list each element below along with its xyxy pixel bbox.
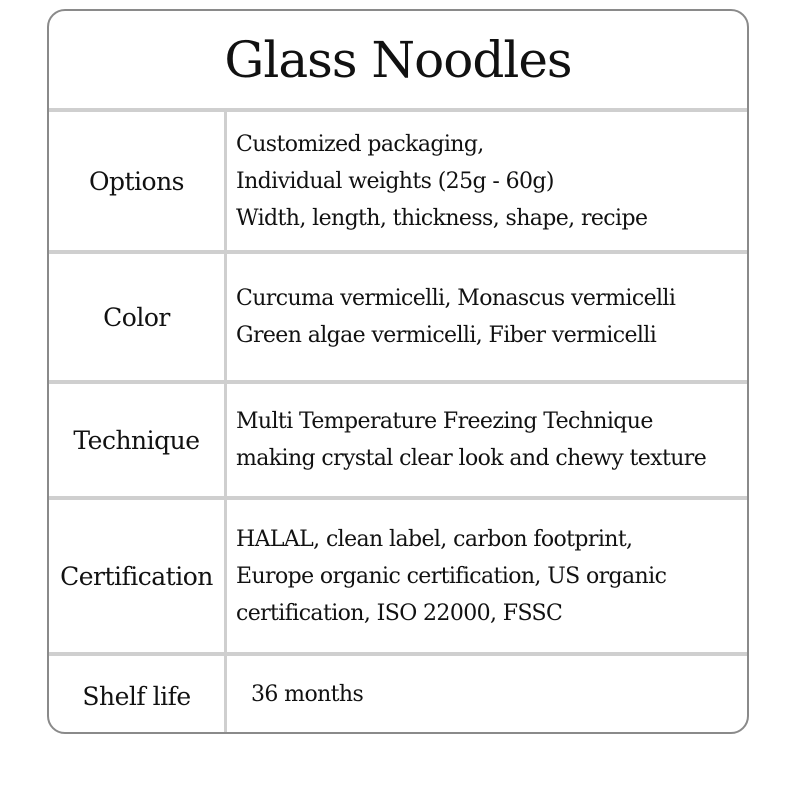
value-line: 36 months [251,682,364,707]
page-title: Glass Noodles [224,30,572,89]
spec-row-color [49,250,747,380]
row-label: Color [103,302,170,332]
value-line: Green algae vermicelli, Fiber vermicelli [236,323,657,348]
value-line: Multi Temperature Freezing Technique [236,409,653,434]
value-line: certification, ISO 22000, FSSC [236,600,563,626]
row-label: Shelf life [82,681,191,711]
value-line: Width, length, thickness, shape, recipe [236,205,648,231]
row-value [236,384,747,496]
row-label: Options [88,166,185,196]
value-line: making crystal clear look and chewy texture [236,446,707,471]
row-value [251,656,747,734]
spec-row-options [49,108,747,250]
value-line: Customized packaging, [236,131,484,157]
spec-row-shelf-life [49,652,747,734]
spec-card [47,9,749,734]
row-value [236,112,747,250]
spec-row-certification [49,496,747,652]
value-line: HALAL, clean label, carbon footprint, [236,526,633,552]
value-line: Curcuma vermicelli, Monascus vermicelli [236,286,676,311]
row-label: Certification [60,561,213,591]
row-value [236,500,747,652]
row-value [236,254,747,380]
spec-row-technique [49,380,747,496]
value-line: Europe organic certification, US organic [236,563,667,589]
value-line: Individual weights (25g - 60g) [236,168,554,194]
row-label: Technique [73,425,200,455]
